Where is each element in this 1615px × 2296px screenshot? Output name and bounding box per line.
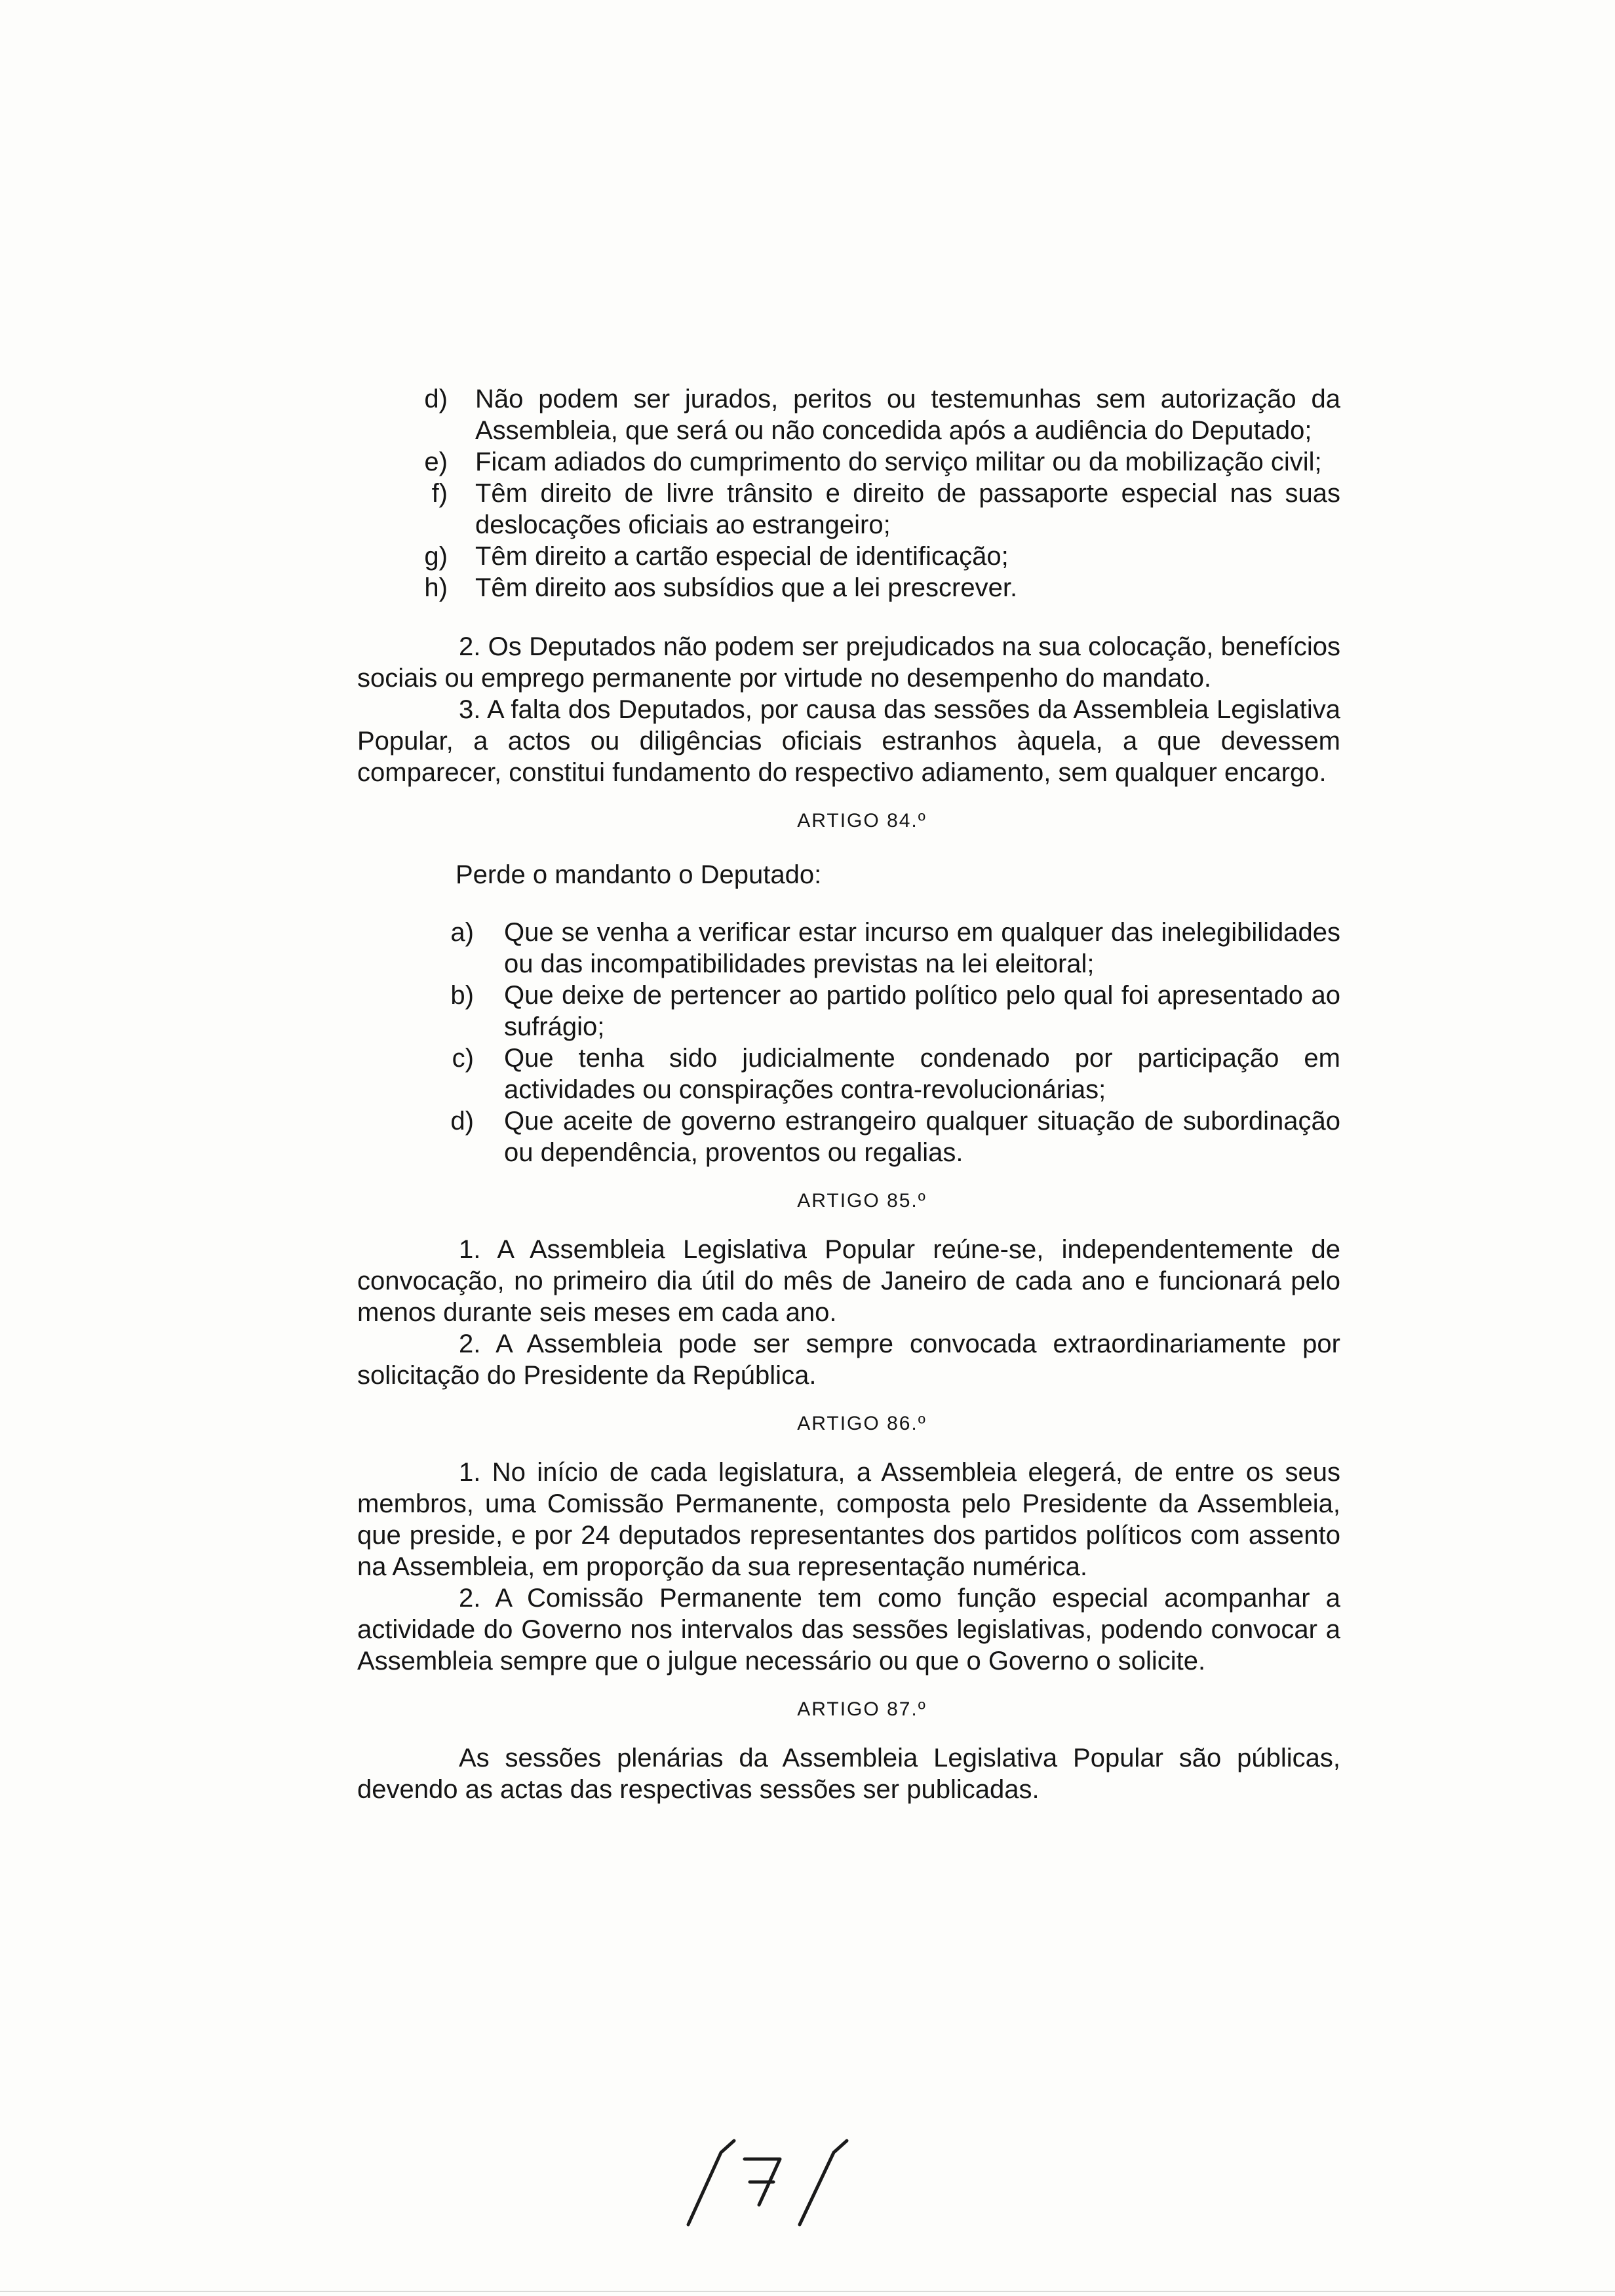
handwritten-page-number	[682, 2133, 865, 2231]
list-item-label: b)	[450, 981, 474, 1010]
list-item-label: a)	[450, 918, 474, 947]
list-item	[357, 980, 1340, 1043]
list-item-label: h)	[424, 573, 448, 602]
scan-edge	[0, 2291, 1615, 2292]
list-item	[357, 478, 1340, 541]
article-85-paragraph-2: 2. A Assembleia pode ser sempre convocada extraordinariamente por solicitação do Presidente da República.	[357, 1330, 1340, 1390]
loss-of-mandate-list	[357, 917, 1340, 1168]
list-item-label: d)	[450, 1107, 474, 1136]
article-86-heading: ARTIGO 86.º	[797, 1413, 927, 1434]
list-item	[357, 917, 1340, 980]
list-item-text: Têm direito de livre trânsito e direito de passaporte especial nas suas deslocações oficiais ao estrangeiro;	[475, 479, 1340, 539]
list-item	[357, 1105, 1340, 1168]
list-item-text: Não podem ser jurados, peritos ou testemunhas sem autorização da Assembleia, que será ou não concedida após a audiência do Deputado;	[475, 385, 1340, 445]
article-86-paragraph-1: 1. No início de cada legislatura, a Assembleia elegerá, de entre os seus membros, uma Comissão Permanente, composta pelo Presidente da Assembleia, que preside, e por 24 deputados representantes dos partidos políticos com assento na Assembleia, em proporção da sua representação numérica.	[357, 1458, 1340, 1581]
list-item-label: f)	[431, 479, 448, 508]
article-86-paragraph-2: 2. A Comissão Permanente tem como função especial acompanhar a actividade do Governo nos intervalos das sessões legislativas, podendo convocar a Assembleia sempre que o julgue necessário ou que o Governo o solicite.	[357, 1584, 1340, 1675]
list-item-text: Que se venha a verificar estar incurso em qualquer das inelegibilidades ou das incompatibilidades previstas na lei eleitoral;	[504, 918, 1340, 978]
list-item-text: Que tenha sido judicialmente condenado por participação em actividades ou conspirações contra-revolucionárias;	[504, 1044, 1340, 1104]
list-item	[357, 572, 1340, 603]
list-item	[357, 541, 1340, 572]
list-item-text: Têm direito aos subsídios que a lei prescrever.	[475, 573, 1018, 602]
article-85-paragraph-1: 1. A Assembleia Legislativa Popular reúne-se, independentemente de convocação, no primeiro dia útil do mês de Janeiro de cada ano e funcionará pelo menos durante seis meses em cada ano.	[357, 1235, 1340, 1327]
article-84-heading: ARTIGO 84.º	[797, 810, 927, 832]
article-87-paragraph-1: As sessões plenárias da Assembleia Legislativa Popular são públicas, devendo as actas das respectivas sessões ser publicadas.	[357, 1744, 1340, 1804]
list-item-text: Que aceite de governo estrangeiro qualquer situação de subordinação ou dependência, proventos ou regalias.	[504, 1107, 1340, 1167]
list-item-label: d)	[424, 385, 448, 413]
list-item-text: Ficam adiados do cumprimento do serviço militar ou da mobilização civil;	[475, 448, 1322, 476]
list-item-label: g)	[424, 542, 448, 571]
list-item	[357, 446, 1340, 478]
article-84-intro: Perde o mandanto o Deputado:	[456, 860, 822, 889]
paragraph-2: 2. Os Deputados não podem ser prejudicados na sua colocação, benefícios sociais ou emprego permanente por virtude no desempenho do mandato.	[357, 632, 1340, 693]
paragraph-3: 3. A falta dos Deputados, por causa das sessões da Assembleia Legislativa Popular, a actos ou diligências oficiais estranhos àquela, a que devessem comparecer, constitui fundamento do respectivo adiamento, sem qualquer encargo.	[357, 695, 1340, 787]
list-item	[357, 1043, 1340, 1105]
list-item-label: e)	[424, 448, 448, 476]
list-item-text: Têm direito a cartão especial de identificação;	[475, 542, 1009, 571]
list-item-text: Que deixe de pertencer ao partido político pelo qual foi apresentado ao sufrágio;	[504, 981, 1340, 1041]
document-body	[357, 383, 1340, 1805]
list-item-label: c)	[452, 1044, 474, 1073]
list-item	[357, 383, 1340, 446]
deputy-rights-list	[357, 383, 1340, 603]
article-87-heading: ARTIGO 87.º	[797, 1698, 927, 1720]
article-85-heading: ARTIGO 85.º	[797, 1190, 927, 1212]
